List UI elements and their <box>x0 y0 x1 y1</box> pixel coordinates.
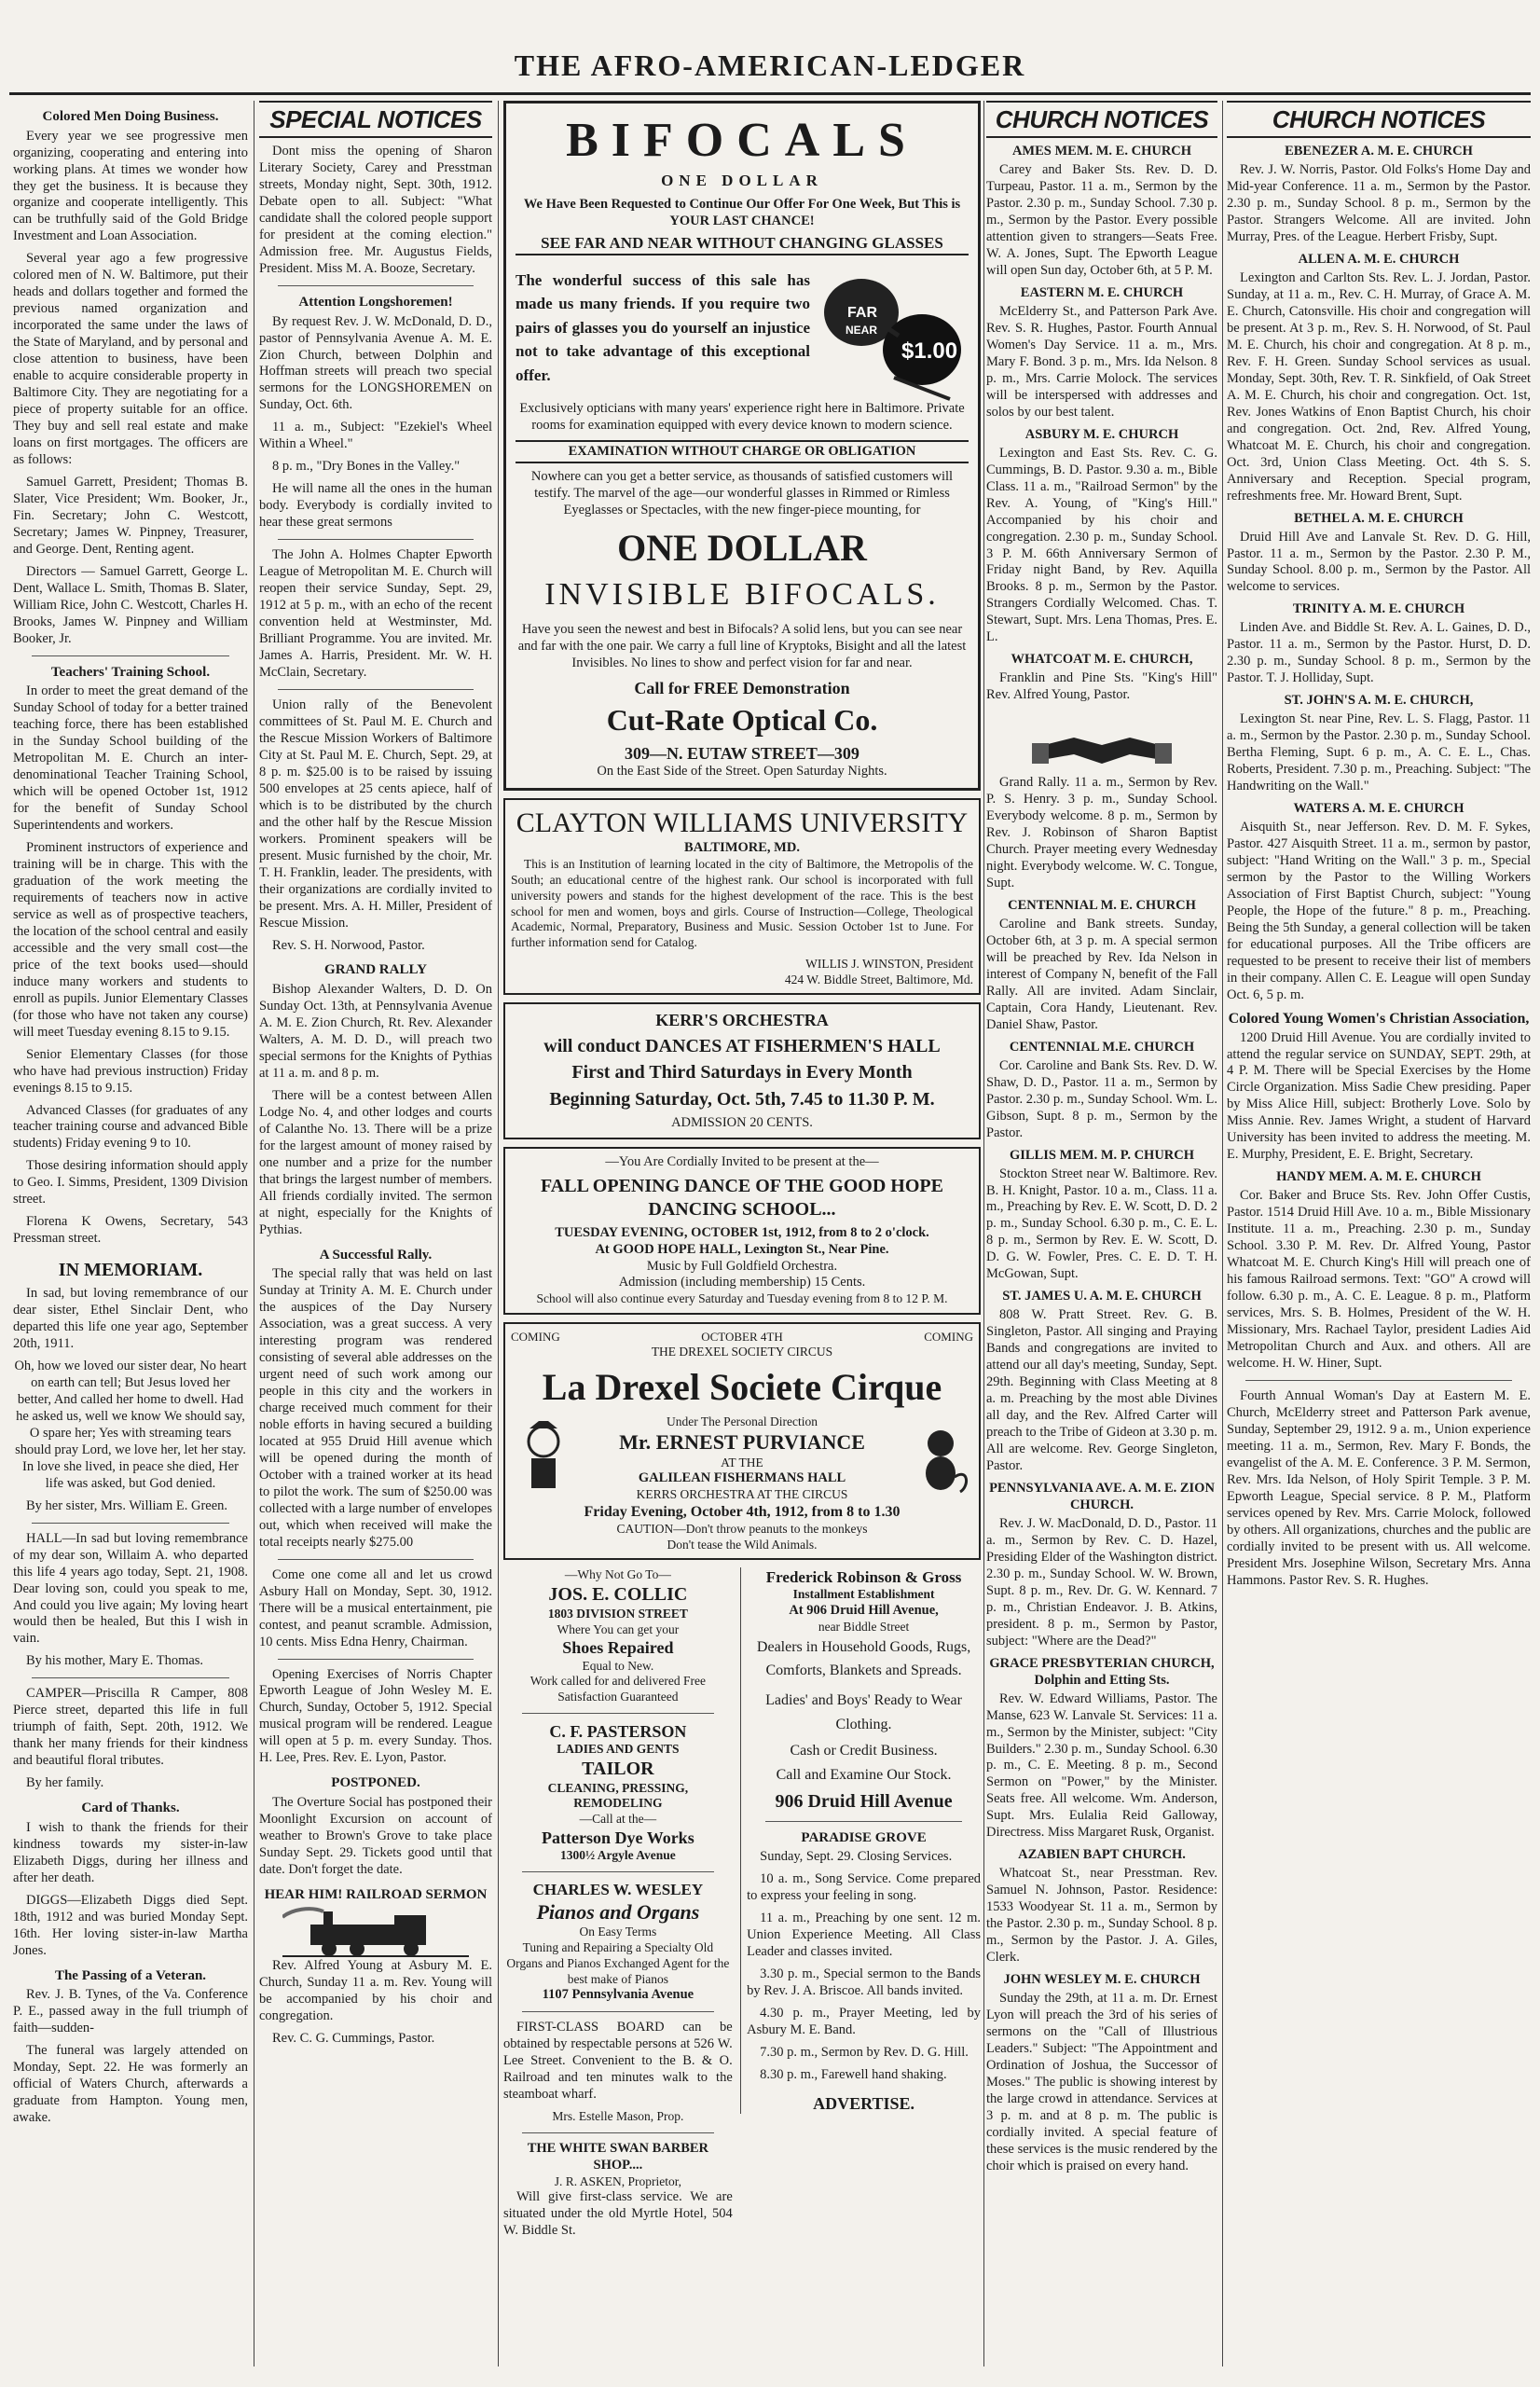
church-paragraph: Cor. Caroline and Bank Sts. Rev. D. W. Shaw, D. D., Pastor. 11 a. m., Sermon by Pastor. 2.30 p. m., Sunday School. Wm. L. Gibson, Supt. 8 p. m., Sermon by the Pastor. <box>986 1057 1217 1140</box>
separator <box>765 1821 962 1822</box>
notice-paragraph: 11 a. m., Subject: "Ezekiel's Wheel Within a Wheel." <box>259 420 492 452</box>
church-paragraph: Linden Ave. and Biddle St. Rev. A. L. Gaines, D. D., Pastor. 11 a. m., Sermon by the Pastor. Hurst, D. D. 2.30 p. m., Sunday School. 8 p. m., Sermon by the Pastor. T. J. Holliday, Supt. <box>1227 620 1531 686</box>
column-rule <box>983 101 984 2366</box>
notice-paragraph: The John A. Holmes Chapter Epworth League of Metropolitan M. E. Church will reopen their service Sunday, Sept. 29, 1912 at 5 p. m., with an echo of the recent convention held at Westminster, Md. Brilliant Programme. You are invited. Mr. James A. Harris, President. Mr. W. H. McClain, Secretary. <box>259 547 492 680</box>
ad-address: 309—N. EUTAW STREET—309 <box>625 744 859 764</box>
drexel-circus-ad <box>503 1322 981 1560</box>
separator <box>522 2011 714 2012</box>
article-paragraph: HALL—In sad but loving remembrance of my dear son, Willaim A. who departed this life 4 years ago today, Sept. 21, 1908. Dear loving son, could you speak to me, And could you live again; My loving heart would then be healed, But this I wish in vain. <box>13 1530 248 1647</box>
article-paragraph: The funeral was largely attended on Monday, Sept. 22. He was formerly an official of Waters Church, afterwards a graduate from Hampton. Young men, awake. <box>13 2043 248 2125</box>
masthead-title: THE AFRO-AMERICAN-LEDGER <box>514 48 1026 82</box>
church-paragraph: Carey and Baker Sts. Rev. D. D. Turpeau, Pastor. 11 a. m., Sermon by the Pastor. 2.30 p. m., Sunday School. 7.30 p. m., Sermon by the Pastor. Every possible attention given to strangers—Seats Free. W. A. Jones, Supt. The Epworth League will open Sun day, October 6th, at 5 P. M. <box>986 162 1217 279</box>
notice-paragraph: Opening Exercises of Norris Chapter Epworth League of John Wesley M. E. Church, Sunday, October 5, 1912. Special musical program will be rendered. League will open at 5 p. m. every Sunday. Thos. H. Lee, Pres. Rev. E. Lyon, Pastor. <box>259 1666 492 1766</box>
column-1 <box>13 101 248 2366</box>
church-paragraph: Sunday the 29th, at 11 a. m. Dr. Ernest Lyon will preach the 3rd of his series of sermons on the "Call of Illustrious Leaders." Subject: "The Appointment and Ordination of Joshua, the Successor of Moses." The public is showing interest by the large crowd in attendance. Services at 3 p. m. and at 8 p. m. The public is cordially invited. A special feature of these services is the music rendered by the choir which is praised on every hand. <box>986 1991 1217 2173</box>
notice-paragraph: 10 a. m., Song Service. Come prepared to express your feeling in song. <box>747 1871 981 1904</box>
article-paragraph: By her sister, Mrs. William E. Green. <box>26 1497 228 1513</box>
university-address: 424 W. Biddle Street, Baltimore, Md. <box>784 972 973 987</box>
ad-line: KERRS ORCHESTRA AT THE CIRCUS <box>636 1487 848 1502</box>
article-paragraph: Prominent instructors of experience and training will be in charge. This with the graduation of the work meeting the requirements of teachers now in active service as well as of prospective teachers, the location of the school central and easily accessible and the very small cost—the price of the text books used—should induce many workers and students to enroll as pupils. Junior Elementary Classes (for those who have not taken any course) will meet Tuesday evening 8.15 to 9.15. <box>13 839 248 1040</box>
ad-line: 1300½ Argyle Avenue <box>559 1848 676 1863</box>
locomotive-icon <box>282 1906 469 1958</box>
advertise-label: ADVERTISE. <box>813 2093 915 2113</box>
notice-paragraph: Union rally of the Benevolent committees of St. Paul M. E. Church and the Rescue Mission Workers of Baltimore City at St. Paul M. E. Church, Sept. 29, at 8 p. m. $25.00 is to be raised by issuing 500 envelopes at 25 cents apiece, half of which is to be distributed by the church and the other half by the Rescue Mission workers. Prominent speakers will be present. Music furnished by the choir, Mr. T. H. Franklin, leader. The presidents, with their organizations are cordially invited to be present. Mrs. A. H. Miller, President of Rescue Mission. <box>259 697 492 931</box>
ad-line: FALL OPENING DANCE OF THE GOOD HOPE DANCING SCHOOL... <box>541 1175 943 1220</box>
section-heading: CHURCH NOTICES <box>986 101 1217 138</box>
ad-line: 1803 DIVISION STREET <box>547 1606 688 1621</box>
article-paragraph: CAMPER—Priscilla R Camper, 808 Pierce street, departed this life in full triumph of faith, Sept. 20th, 1912. We thank her many friends for their kindness and beautiful floral tributes. <box>13 1686 248 1769</box>
handshake-icon <box>1032 710 1172 775</box>
church-heading: JOHN WESLEY M. E. CHURCH <box>1003 1972 1201 1988</box>
near-label: NEAR <box>846 323 878 337</box>
ad-line: LADIES AND GENTS <box>557 1742 680 1757</box>
notice-paragraph: 4.30 p. m., Prayer Meeting, led by Asbury M. E. Band. <box>747 2006 981 2037</box>
column-4 <box>986 101 1217 2366</box>
university-sign: WILLIS J. WINSTON, President <box>805 956 973 971</box>
separator <box>278 285 474 286</box>
notice-paragraph: 8.30 p. m., Farewell hand shaking. <box>760 2066 947 2082</box>
ad-line: —Why Not Go To— <box>564 1567 671 1582</box>
notice-paragraph: Sunday, Sept. 29. Closing Services. <box>760 1849 953 1865</box>
university-paragraph: This is an Institution of learning located in the city of Baltimore, the Metropolis of the South; an educational centre of the highest rank. Our school is incorporated with full university powers and stands for the highest development of the race. This is the best school for men and women, boys and girls. Course of Instruction—College, Theological Academic, Normal, Preparatory, Business and Music. Session October 1st to June. For further information send for Catalog. <box>511 857 973 950</box>
ad-title: JOS. E. COLLIC <box>548 1584 688 1606</box>
ad-address: 906 Druid Hill Avenue <box>775 1790 953 1812</box>
ad-paragraph: Nowhere can you get a better service, as thousands of satisfied customers will testify. The marvel of the age—our wonderful glasses in Rimmed or Rimless Eyeglasses or Spectacles, with the new finger-piece mounting, for <box>530 469 954 518</box>
ad-line: near Biddle Street <box>818 1620 910 1635</box>
article-paragraph: Samuel Garrett, President; Thomas B. Slater, Vice President; Wm. Booker, Jr., Fin. Secretary; John C. Westcott, Secretary; James W. Pinpney, Treasurer, and George. Dent, Renting agent. <box>13 474 248 557</box>
article-heading: IN MEMORIAM. <box>58 1260 203 1281</box>
article-paragraph: Senior Elementary Classes (for those who have had previous instruction) Friday evenings 8.15 to 9.15. <box>13 1046 248 1096</box>
notice-paragraph: Rev. Alfred Young at Asbury M. E. Church, Sunday 11 a. m. Rev. Young will be accompanied by his choir and congregation. <box>259 1958 492 2024</box>
church-heading: AMES MEM. M. E. CHURCH <box>1011 144 1192 159</box>
article-paragraph: Rev. J. B. Tynes, of the Va. Conference P. E., passed away in the full triumph of faith—sudden- <box>13 1987 248 2036</box>
ad-line: Work called for and delivered Free Satisfaction Guaranteed <box>529 1674 706 1704</box>
article-paragraph: By his mother, Mary E. Thomas. <box>26 1653 204 1669</box>
notice-heading: Attention Longshoremen! <box>298 294 453 310</box>
eyeglasses-icon <box>810 261 969 401</box>
separator <box>522 1713 714 1714</box>
article-paragraph: Directors — Samuel Garrett, George L. Dent, Wallace L. Smith, Thomas B. Slater, William Rice, John C. Westcott, Charles H. Brooks, James W. Pinpney and William Booker, Jr. <box>13 563 248 646</box>
ad-line: THE DREXEL SOCIETY CIRCUS <box>651 1345 833 1359</box>
ad-line: At GOOD HOPE HALL, Lexington St., Near Pine. <box>595 1241 889 1257</box>
church-heading: Colored Young Women's Christian Association, <box>1228 1010 1530 1027</box>
ad-line: Under The Personal Direction <box>666 1414 818 1428</box>
separator <box>278 689 474 690</box>
ad-line: Equal to New. <box>582 1658 654 1673</box>
church-heading: ST. JAMES U. A. M. E. CHURCH <box>1002 1289 1202 1304</box>
ad-line: Shoes Repaired <box>562 1638 674 1658</box>
separator <box>32 1523 229 1524</box>
ad-line: J. R. ASKEN, Proprietor, <box>554 2173 682 2188</box>
separator <box>32 655 229 656</box>
masthead-rule <box>9 92 1531 95</box>
church-heading: EBENEZER A. M. E. CHURCH <box>1285 144 1473 159</box>
ad-line: At 906 Druid Hill Avenue, <box>789 1603 939 1619</box>
church-heading: EASTERN M. E. CHURCH <box>1020 284 1184 300</box>
ad-line: GALILEAN FISHERMANS HALL <box>638 1470 846 1486</box>
ad-subtitle: ONE DOLLAR <box>661 172 823 190</box>
ad-line: Tuning and Repairing a Specialty Old Organs and Pianos Exchanged Agent for the best make of Pianos <box>506 1940 730 1986</box>
church-paragraph: Stockton Street near W. Baltimore. Rev. B. H. Knight, Pastor. 10 a. m., Class. 11 a. m., Preaching by Rev. E. W. Scott, D. D. 2 p. m., Sunday School. 6.30 p. m., C. E. L. 8 p. m., Sermon by Rev. E. W. Scott, D. D. G. W. Fowler, Pres. C. E. D. T. H. McGowan, Supt. <box>986 1166 1217 1282</box>
church-heading: TRINITY A. M. E. CHURCH <box>1292 601 1465 617</box>
church-paragraph: Rev. J. W. MacDonald, D. D., Pastor. 11 a. m., Sermon by Rev. C. D. Hazel, Presiding Elder of the Washington district. 2.30 p. m., Sunday School. W. W. Brown, Supt. 8 p. m., Rev. Dr. G. W. Kennard. 7 p. m., Christian Endeavor. J. B. Atkins, president. 8 p. m., Sermon by Pastor, subject: "Where are the Dead?" <box>986 1515 1217 1649</box>
ad-line: CAUTION—Don't throw peanuts to the monkeys <box>616 1521 868 1536</box>
ad-line: Beginning Saturday, Oct. 5th, 7.45 to 11.30 P. M. <box>549 1089 935 1111</box>
date-label: OCTOBER 4TH <box>701 1330 783 1345</box>
ad-title: KERR'S ORCHESTRA <box>655 1011 829 1030</box>
coming-label: COMING <box>924 1330 973 1345</box>
church-heading: CENTENNIAL M. E. CHURCH <box>1008 898 1196 914</box>
church-paragraph: Aisquith St., near Jefferson. Rev. D. M. F. Sykes, Pastor. 427 Aisquith Street. 11 a. m., sermon by pastor, subject: "Hand Writing on the Wall." 3 p. m., Special sermon by the Pastor to the Willing Workers Association of First Baptist Church, subject: "Young People, the Hope of the future." 8 p. m., Preaching. Being the 5th Sunday, a general collection will be taken for educational purposes. All the Tribe officers are requested to be present to receive their list of members in their company. Allen C. E. League will open Sunday Oct. 6, 5 p. m. <box>1227 820 1531 1002</box>
notice-heading: PARADISE GROVE <box>801 1829 927 1845</box>
ad-line: Patterson Dye Works <box>542 1828 694 1847</box>
ad-line: School will also continue every Saturday and Tuesday evening from 8 to 12 P. M. <box>536 1291 948 1306</box>
university-ad <box>503 798 981 995</box>
ad-line: —You Are Cordially Invited to be present at the— <box>605 1154 879 1169</box>
masthead <box>0 48 1540 99</box>
ad-title: THE WHITE SWAN BARBER SHOP.... <box>527 2140 709 2173</box>
separator <box>522 1871 714 1872</box>
ad-row <box>511 1414 973 1503</box>
ads-left <box>503 1567 733 2245</box>
ad-line: Mrs. Estelle Mason, Prop. <box>552 2109 684 2124</box>
clown-icon <box>511 1421 576 1496</box>
notice-paragraph: Rev. S. H. Norwood, Pastor. <box>272 937 425 953</box>
article-heading: Card of Thanks. <box>81 1801 180 1816</box>
column-3 <box>503 101 981 2366</box>
ad-line: ADMISSION 20 CENTS. <box>671 1115 813 1131</box>
ad-title: BIFOCALS <box>566 114 918 167</box>
ad-paragraph: Call and Examine Our Stock. <box>776 1767 952 1784</box>
ad-paragraph: Will give first-class service. We are situated under the old Myrtle Hotel, 504 W. Biddle St. <box>503 2189 733 2239</box>
church-heading: WHATCOAT M. E. CHURCH, <box>1011 652 1193 668</box>
university-title: CLAYTON WILLIAMS UNIVERSITY <box>516 807 969 839</box>
notice-heading: A Successful Rally. <box>319 1247 433 1262</box>
notice-heading: POSTPONED. <box>331 1775 420 1791</box>
ad-line: Where You can get your <box>557 1621 680 1636</box>
ad-paragraph: FIRST-CLASS BOARD can be obtained by respectable persons at 526 W. Lee Street. Convenient to the B. & O. Railroad and ten minutes walk to the steamboat wharf. <box>503 2020 733 2103</box>
ad-line: SEE FAR AND NEAR WITHOUT CHANGING GLASSES <box>516 233 969 255</box>
notice-paragraph: He will name all the ones in the human body. Everybody is cordially invited to hear these great sermons <box>259 481 492 531</box>
ad-line: On Easy Terms <box>579 1925 657 1939</box>
church-paragraph: Cor. Baker and Bruce Sts. Rev. John Offer Custis, Pastor. 1514 Druid Hill Ave. 10 a. m., Bible Missionary Institute. 11 a. m., Preaching. 2.30 p. m., Sunday School. 3.30 P. M. Rev. Dr. Alfred Young, Pastor Whatcoat M. E. Church King's Hill will preach one of his famous Railroad sermons. Text: "GO" A crowd will follow. 6.30 p. m., A. C. E. League. 8 p. m., Platform services, Mrs. S. B. Holmes, President of the W. H. Missionary, Mrs. Rachael Taylor, president Ladies Aid Metropolitan Church and Aux. and others. All are welcome. H. W. Hiner, Supt. <box>1227 1188 1531 1371</box>
separator <box>522 2132 714 2133</box>
article-paragraph: By her family. <box>26 1775 104 1791</box>
church-heading: WATERS A. M. E. CHURCH <box>1293 801 1464 817</box>
ad-line: EXAMINATION WITHOUT CHARGE OR OBLIGATION <box>516 440 969 464</box>
monkey-icon <box>908 1421 973 1496</box>
article-paragraph: Those desiring information should apply to Geo. I. Simms, President, 1309 Division street. <box>13 1158 248 1207</box>
ad-line: On the East Side of the Street. Open Saturday Nights. <box>597 764 887 780</box>
separator <box>32 1677 229 1678</box>
university-city: BALTIMORE, MD. <box>684 840 800 856</box>
church-paragraph: Caroline and Bank streets. Sunday, October 6th, at 3 p. m. A special sermon will be preached by Rev. Ida Nelson in interest of Company N, benefit of the Fall Rally. All are invited. Adam Sinclair, Captain, Cora Handy, Lieutenant. Rev. Daniel Shaw, Pastor. <box>986 916 1217 1032</box>
ad-line: will conduct DANCES AT FISHERMEN'S HALL <box>543 1035 941 1056</box>
ad-line: We Have Been Requested to Continue Our Offer For One Week, But This is YOUR LAST CHANCE! <box>523 196 961 228</box>
church-paragraph: Lexington and Carlton Sts. Rev. L. J. Jordan, Pastor. Sunday, at 11 a. m., Rev. C. H. Murray, of Grace A. M. E. Church, Catonsville. His choir and congregation will be present. At 3 p. m., Rev. S. H. Norwood, of St. Paul M. E. Church, his choir and congregation. At 8 p. m., Rev. F. H. Green. Sunday School services as usual. Monday, Sept. 30th, Rev. T. R. Sinkfield, of Oak Street A. M. E. Church, his choir and congregation. Oct. 1st, Rev. Jones Watkins of Enon Baptist Church, his choir and congregation. Oct. 2nd, Rev. Alfred Young, Whatcoat M. E. Church, his choir and congregation. Oct. 3rd, Union Class Meeting. Oct. 4th S. S. Anniversary and Reception. Special program, refreshments free. Mr. Howard Brent, Supt. <box>1227 270 1531 504</box>
church-paragraph: Druid Hill Ave and Lanvale St. Rev. D. G. Hill, Pastor. 11 a. m., Sermon by the Pastor. 2.30 P. M., Sunday School. 8.00 p. m., Sermon by the Pastor. All welcome to services. <box>1227 529 1531 595</box>
notice-paragraph: The special rally that was held on last Sunday at Trinity A. M. E. Church under the auspices of the Day Nursery Association, was a great success. A very interesting program was rendered consisting of several able addresses on the urgent need of such work among our people in this city and the workers in charge received much comment for their noble efforts in having secured a building located at 955 Druid Hill avenue which will be opened during the month of October with a trained worker at its head to pilot the work. The sum of $250.00 was collected with a large number of envelopes out, which when received will make the total receipts nearly $275.00 <box>259 1266 492 1550</box>
church-paragraph: Lexington and East Sts. Rev. C. G. Cummings, B. D. Pastor. 9.30 a. m., Bible Class. 11 a. m., "Railroad Sermon" by the Rev. A. Young, of "King's Hill." Accompanied by his choir and congregation. 2.30 p. m., Sunday School. 3 P. M. 66th Anniversary Sermon of Friday night Band, by Rev. Aquilla Brooks. 8 p. m., Sermon by the Pastor. Strangers Cordially Welcomed. Chas. T. Stewart, Supt. Mrs. Lena Thomas, Pres. E. L. <box>986 445 1217 645</box>
price-label: $1.00 <box>901 338 958 364</box>
column-rule <box>498 101 499 2366</box>
ad-paragraph: Have you seen the newest and best in Bifocals? A solid lens, but you can see near and far with the one pair. We carry a full line of Kryptoks, Bisight and all the latest Invisibles. No lines to show and perfect vision for far and near. <box>517 622 967 671</box>
notice-paragraph: 7.30 p. m., Sermon by Rev. D. G. Hill. <box>760 2044 969 2060</box>
article-paragraph: Advanced Classes (for graduates of any teacher training course and advanced Bible students) Friday evening 9 to 10. <box>13 1102 248 1152</box>
ad-paragraph: The wonderful success of this sale has made us many friends. If you require two pairs of glasses you do yourself an injustice not to take advantage of this exceptional offer. <box>516 270 810 384</box>
coming-label: COMING <box>511 1330 560 1345</box>
separator <box>278 539 474 540</box>
ad-headline: ONE DOLLAR <box>617 527 867 570</box>
ad-line: Admission (including membership) 15 Cents. <box>618 1275 866 1290</box>
article-paragraph: Several year ago a few progressive colored men of N. W. Baltimore, put their heads and dollars together and formed the previous named organization and incorporated the same under the laws of the State of Maryland, and by personal and close attention to business, have been enable to acquire considerable property in Baltimore City. They are negotiating for a piece of property suitable for an office. They buy and sell real estate and make loans on first mortgages. The officers are as follows: <box>13 251 248 467</box>
ad-line: CLEANING, PRESSING, REMODELING <box>547 1780 689 1811</box>
church-heading: ST. JOHN'S A. M. E. CHURCH, <box>1284 693 1474 709</box>
far-label: FAR <box>847 304 877 321</box>
ad-center <box>576 1414 908 1503</box>
ad-line: Friday Evening, October 4th, 1912, from 8 to 1.30 <box>584 1504 901 1521</box>
article-paragraph: Florena K Owens, Secretary, 543 Pressman street. <box>13 1214 248 1247</box>
ad-paragraph: Dealers in Household Goods, Rugs, Comforts, Blankets and Spreads. <box>756 1638 971 1679</box>
ad-paragraph: Exclusively opticians with many years' experience right here in Baltimore. Private rooms for examination equipped with every device known to modern science. <box>519 400 965 433</box>
church-heading: AZABIEN BAPT CHURCH. <box>1018 1847 1186 1863</box>
church-paragraph: Lexington St. near Pine, Rev. L. S. Flagg, Pastor. 11 a. m., Sermon by the Pastor. 2.30 p. m., Sunday School. Bertha Fleming, Supt. 6 p. m., A. C. E. L., Chas. Roberts, President. 7.30 p. m., Preaching. Subject: "The Handwriting on the Wall." <box>1227 711 1531 794</box>
bifocals-ad <box>503 101 981 791</box>
notice-paragraph: 3.30 p. m., Special sermon to the Bands by Rev. J. A. Briscoe. All bands invited. <box>747 1966 981 1999</box>
church-paragraph: 1200 Druid Hill Avenue. You are cordially invited to attend the regular service on SUNDAY, SEPT. 29th, at 4 P. M. There will be Special Exercises by the Home Circle Organization. Miss Sadie Chew presiding. Paper by Miss Alice Hill, subject: Brotherly Love. Solo by Miss Annie. Rev. James Wright, a student of Harvard University has been invited to address the meeting. M. E. Murphy, President, E. E. Bright, Secretary. <box>1227 1029 1531 1163</box>
ad-line: —Call at the— <box>579 1812 657 1827</box>
article-paragraph: In sad, but loving remembrance of our dear sister, Ethel Sinclair Dent, who departed this life one year ago, September 20th, 1911. <box>13 1286 248 1351</box>
ad-title: Frederick Robinson & Gross <box>765 1568 962 1587</box>
church-heading: CENTENNIAL M.E. CHURCH <box>1009 1039 1195 1055</box>
notice-paragraph: 8 p. m., "Dry Bones in the Valley." <box>272 459 461 475</box>
church-paragraph: McElderry St., and Patterson Park Ave. Rev. S. R. Hughes, Pastor. Fourth Annual Women's Day Service. 11 a. m., Mrs. Mary F. Bond. 3 p. m., Mrs. Ida Nelson. 8 p. m., Mrs. Carrie Molock. The services will be interspersed with addresses and solos by our best talent. <box>986 303 1217 420</box>
separator <box>278 1559 474 1560</box>
ad-paragraph: Ladies' and Boys' Ready to Wear Clothing. <box>765 1692 962 1732</box>
church-heading: BETHEL A. M. E. CHURCH <box>1294 510 1464 526</box>
separator <box>1245 1380 1512 1381</box>
article-heading: Colored Men Doing Business. <box>42 109 219 124</box>
article-paragraph: Every year we see progressive men organizing, cooperating and entering into working plans. At times we wonder how they get the business. It is because they organize and cooperate intelligently. This can be truthfully said of the Gold Bridge Investment and Loan Association. <box>13 128 248 244</box>
ad-title: C. F. PASTERSON <box>549 1721 687 1741</box>
church-paragraph: Rev. J. W. Norris, Pastor. Old Folks's Home Day and Mid-year Conference. 11 a. m., Sermon by the Pastor. 2.30 p. m., Sunday School. 8 p. m., Sermon by the Pastor. Strangers Welcome. All are invited. John Murray, Pres. of the League. Herbert Frisby, Supt. <box>1227 162 1531 245</box>
kerrs-orchestra-ad <box>503 1002 981 1139</box>
notice-paragraph: The Overture Social has postponed their Moonlight Excursion on account of weather to Brown's Grove to take place Sunday Sept. 29. Tickets good until that date. Don't forget the date. <box>259 1794 492 1877</box>
ad-line: 1107 Pennsylvania Avenue <box>542 1987 694 2003</box>
ad-line: TAILOR <box>582 1758 654 1779</box>
article-paragraph: DIGGS—Elizabeth Diggs died Sept. 18th, 1912 and was buried Monday Sept. 16th. Her loving sister-in-law Martha Jones. <box>13 1892 248 1958</box>
article-paragraph: I wish to thank the friends for their kindness towards my sister-in-law Elizabeth Diggs, during her illness and after her death. <box>13 1819 248 1885</box>
notice-paragraph: 11 a. m., Preaching by one sent. 12 m. Union Experience Meeting. All Class Leader and classes invited. <box>747 1911 981 1960</box>
ad-headline: INVISIBLE BIFOCALS. <box>544 576 940 612</box>
column-5 <box>1227 101 1531 2366</box>
church-paragraph: Grand Rally. 11 a. m., Sermon by Rev. P. S. Henry. 3 p. m., Sunday School. Everybody welcome. 8 p. m., Sermon by Rev. J. Robinson of Sharon Baptist Church. Prayer meeting every Wednesday night. Everybody welcome. W. C. Tongue, Supt. <box>986 775 1217 891</box>
church-paragraph: Whatcoat St., near Presstman. Rev. Samuel N. Johnson, Pastor. Residence: 1533 Woodyear St. 11 a. m., Sermon by the Pastor. 2.30 p. m., Sunday School. 8 p. m., Sermon by the Pastor. J. A. Giles, Clerk. <box>986 1866 1217 1966</box>
ads-right <box>740 1567 981 2114</box>
church-heading: PENNSYLVANIA AVE. A. M. E. ZION CHURCH. <box>989 1480 1215 1512</box>
ad-line: TUESDAY EVENING, OCTOBER 1st, 1912, from 8 to 2 o'clock. <box>555 1224 929 1240</box>
ad-line: Installment Establishment <box>792 1587 935 1602</box>
notice-paragraph: Bishop Alexander Walters, D. D. On Sunday Oct. 13th, at Pennsylvania Avenue A. M. E. Zion Church, Rt. Rev. Alexander Walters, A. M. D. D., will preach two special sermons for the Knights of Pythias at 11 a. m. and 8 p. m. <box>259 982 492 1081</box>
article-heading: The Passing of a Veteran. <box>54 1967 207 1983</box>
notice-paragraph: By request Rev. J. W. McDonald, D. D., pastor of Pennsylvania Avenue A. M. E. Zion Church, between Dolphin and Hoffman streets will preach two special sermons for the LONGSHOREMEN on Sunday, Oct. 6th. <box>259 313 492 413</box>
notice-heading: HEAR HIM! RAILROAD SERMON <box>264 1886 488 1902</box>
church-heading: GRACE PRESBYTERIAN CHURCH, Dolphin and Etting Sts. <box>989 1655 1215 1688</box>
church-paragraph: Rev. W. Edward Williams, Pastor. The Manse, 623 W. Lanvale St. Services: 11 a. m., Sermon by the Minister, subject: "City Builders." 2.30 p. m., Sunday School. 6.30 p. m., C. E. Meeting. 8 p. m., Second Sermon on "Power," by the Minister. Seats free. All welcome. Wm. Anderson, Supt. Mrs. Eulalia Reid Galloway, Directress. Miss Margaret Rusk, Organist. <box>986 1690 1217 1841</box>
separator <box>278 1659 474 1660</box>
ad-paragraph: Cash or Credit Business. <box>790 1743 938 1759</box>
church-heading: ALLEN A. M. E. CHURCH <box>1298 252 1460 268</box>
notice-paragraph: Come one come all and let us crowd Asbury Hall on Monday, Sept. 30, 1912. There will be a musical entertainment, pie contest, and peanut scramble. Admission, 10 cents. Miss Edna Henry, Chairman. <box>259 1566 492 1649</box>
church-paragraph: Franklin and Pine Sts. "King's Hill" Rev. Alfred Young, Pastor. <box>986 670 1217 703</box>
notice-paragraph: Rev. C. G. Cummings, Pastor. <box>272 2031 435 2047</box>
section-heading: SPECIAL NOTICES <box>259 101 492 138</box>
church-heading: GILLIS MEM. M. P. CHURCH <box>1009 1147 1195 1163</box>
poem: Oh, how we loved our sister dear, No heart on earth can tell; But Jesus loved her better, And called her home to dwell. Had he asked us, well we know We should say, O spare her; Yes with streaming tears should pray Lord, we love her, let her stay. In love she lived, in peace she died, Her life was asked, but God denied. <box>14 1358 247 1491</box>
notice-paragraph: There will be a contest between Allen Lodge No. 4, and other lodges and courts of Calanthe No. 13. There will be a prize for the largest amount of money raised by one number and a prize for the number that brings the largest number of members. All friends cordially invited. The sermon at night, especially for the Knights of Pythias. <box>259 1087 492 1237</box>
church-paragraph: 808 W. Pratt Street. Rev. G. B. Singleton, Pastor. All singing and Praying Bands and congregations are invited to attend our all day's meeting, Sunday, Sept. 29th. Beginning with Class Meeting at 8 a. m. Preaching by the most able Divines all day, and the Rev. Alfred Carter will preach to the Tribe of Gideon at 3.30 p. m. All are welcome. Rev. George Singleton, Pastor. <box>986 1307 1217 1474</box>
good-hope-ad <box>503 1147 981 1315</box>
ad-title: La Drexel Societe Cirque <box>542 1366 942 1409</box>
article-heading: Teachers' Training School. <box>50 664 211 680</box>
section-heading: CHURCH NOTICES <box>1227 101 1531 138</box>
ad-body <box>516 261 969 401</box>
church-paragraph: Fourth Annual Woman's Day at Eastern M. E. Church, McElderry street and Patterson Park avenue, Sunday, September 29, 1912. 9 a. m., Union experience meeting. 11 a. m., Sermon, Rev. Mary F. Bonds, the evangelist of the A. M. E. Conference. 3 P. M. Sermon, Rev. Mrs. Ida Nelson, of Holy Spirit Temple. 3 P. M. Epworth League, Special service. 8 P. M., Platform services opened by Rev. Mrs. Carrie Molock, followed by others. All organizations, churches and the public are cordially invited to be present with us. All welcome. President Mrs. Josephine Wilson, Secretary Mrs. Anna Hammons. Pastor Rev. S. R. Hughes. <box>1227 1387 1531 1588</box>
column-rule <box>1222 101 1223 2366</box>
church-heading: HANDY MEM. A. M. E. CHURCH <box>1276 1169 1481 1185</box>
ad-line: Don't tease the Wild Animals. <box>667 1537 818 1552</box>
column-2 <box>259 101 492 2366</box>
ad-line: Mr. ERNEST PURVIANCE <box>619 1430 865 1455</box>
ad-line: Pianos and Organs <box>536 1900 700 1925</box>
article-paragraph: In order to meet the great demand of the Sunday School of today for a better trained teaching force, there has been established in the Sunday School building of the Metropolitan M. E. Church an inter-denominational Teacher Training School, which will be opened October 1st, 1912 for the benefit of Sunday School Superintendents and workers. <box>13 683 248 833</box>
notice-heading: GRAND RALLY <box>324 962 427 978</box>
ad-company: Cut-Rate Optical Co. <box>606 703 878 738</box>
ad-line: AT THE <box>721 1455 763 1469</box>
ad-line: Music by Full Goldfield Orchestra. <box>646 1258 838 1274</box>
notice-paragraph: Dont miss the opening of Sharon Literary Society, Carey and Presstman streets, Monday night, Sept. 30th, 1912. Debate open to all. Subject: "What candidate shall the colored people support for president at the coming election." Admission free. Mr. Augustus Fields, President. Miss M. A. Booze, Secretary. <box>259 144 492 277</box>
ad-row <box>511 1330 973 1345</box>
church-heading: ASBURY M. E. CHURCH <box>1024 426 1179 442</box>
ad-line: First and Third Saturdays in Every Month <box>571 1062 913 1083</box>
ad-line: Call for FREE Demonstration <box>634 679 850 698</box>
ad-title: CHARLES W. WESLEY <box>532 1880 704 1898</box>
